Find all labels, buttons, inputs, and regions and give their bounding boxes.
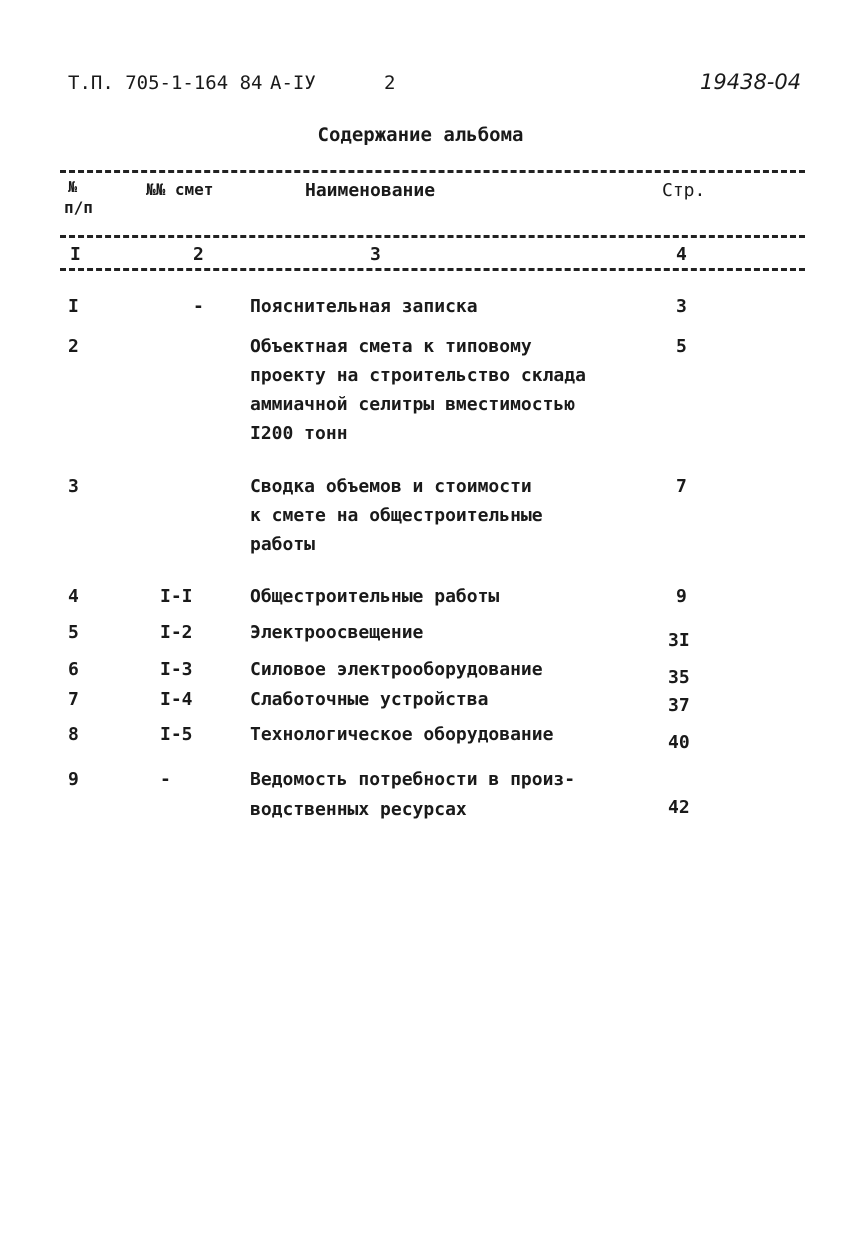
row-name xyxy=(250,582,499,611)
row-name xyxy=(250,765,575,825)
row-page: 42 xyxy=(668,797,690,818)
row-name xyxy=(250,685,488,714)
row-name xyxy=(250,472,543,559)
row-page: 3I xyxy=(668,630,690,651)
col-estimates-header: №№ смет xyxy=(146,180,214,199)
row-page: 35 xyxy=(668,667,690,688)
row-estimate: - xyxy=(160,769,171,790)
album-number: А-IУ xyxy=(270,72,316,94)
col-number: 2 xyxy=(193,244,204,265)
page-title: Содержание альбома xyxy=(317,124,524,146)
row-name xyxy=(250,332,586,448)
divider xyxy=(60,235,805,238)
divider xyxy=(60,268,805,271)
row-page: 5 xyxy=(676,336,687,357)
col-name-header: Наименование xyxy=(305,180,436,201)
row-name xyxy=(250,292,478,321)
col-number: 3 xyxy=(370,244,381,265)
row-estimate: I-4 xyxy=(160,689,193,710)
row-page: 9 xyxy=(676,586,687,607)
row-page: 37 xyxy=(668,695,690,716)
row-estimate: I-5 xyxy=(160,724,193,745)
row-num: 8 xyxy=(68,724,79,745)
project-code: Т.П. 705-1-164 84 xyxy=(68,72,263,94)
row-page: 40 xyxy=(668,732,690,753)
row-num: 9 xyxy=(68,769,79,790)
row-name xyxy=(250,720,553,749)
row-num: 5 xyxy=(68,622,79,643)
name-line: Общестроительные работы xyxy=(250,586,500,607)
col-number: I xyxy=(70,244,81,265)
col-page-header: Стр. xyxy=(662,180,706,201)
name-line: Слаботочные устройства xyxy=(250,689,489,710)
name-line: I200 тонн xyxy=(250,423,348,444)
row-num: 3 xyxy=(68,476,79,497)
name-line: Технологическое оборудование xyxy=(250,724,554,745)
name-line: водственных ресурсах xyxy=(250,799,467,820)
row-num: I xyxy=(68,296,79,317)
row-num: 7 xyxy=(68,689,79,710)
name-line: аммиачной селитры вместимостью xyxy=(250,394,576,415)
col-num-header-2: п/п xyxy=(64,198,93,217)
page-number: 2 xyxy=(384,72,396,94)
row-page: 3 xyxy=(676,296,687,317)
row-page: 7 xyxy=(676,476,687,497)
name-line: Ведомость потребности в произ- xyxy=(250,769,576,790)
name-line: Пояснительная записка xyxy=(250,296,478,317)
name-line: Электроосвещение xyxy=(250,622,424,643)
row-estimate: - xyxy=(193,296,204,317)
name-line: Силовое электрооборудование xyxy=(250,659,543,680)
inventory-number: 19438-04 xyxy=(700,70,802,94)
col-number: 4 xyxy=(676,244,687,265)
row-estimate: I-2 xyxy=(160,622,193,643)
name-line: работы xyxy=(250,534,316,555)
col-num-header: № xyxy=(68,178,78,196)
row-num: 4 xyxy=(68,586,79,607)
row-num: 6 xyxy=(68,659,79,680)
row-name xyxy=(250,655,543,684)
divider xyxy=(60,170,805,173)
row-estimate: I-I xyxy=(160,586,193,607)
row-name xyxy=(250,618,423,647)
name-line: проекту на строительство склада xyxy=(250,365,586,386)
name-line: Объектная смета к типовому xyxy=(250,336,532,357)
row-estimate: I-3 xyxy=(160,659,193,680)
name-line: к смете на общестроительные xyxy=(250,505,543,526)
name-line: Сводка объемов и стоимости xyxy=(250,476,532,497)
row-num: 2 xyxy=(68,336,79,357)
